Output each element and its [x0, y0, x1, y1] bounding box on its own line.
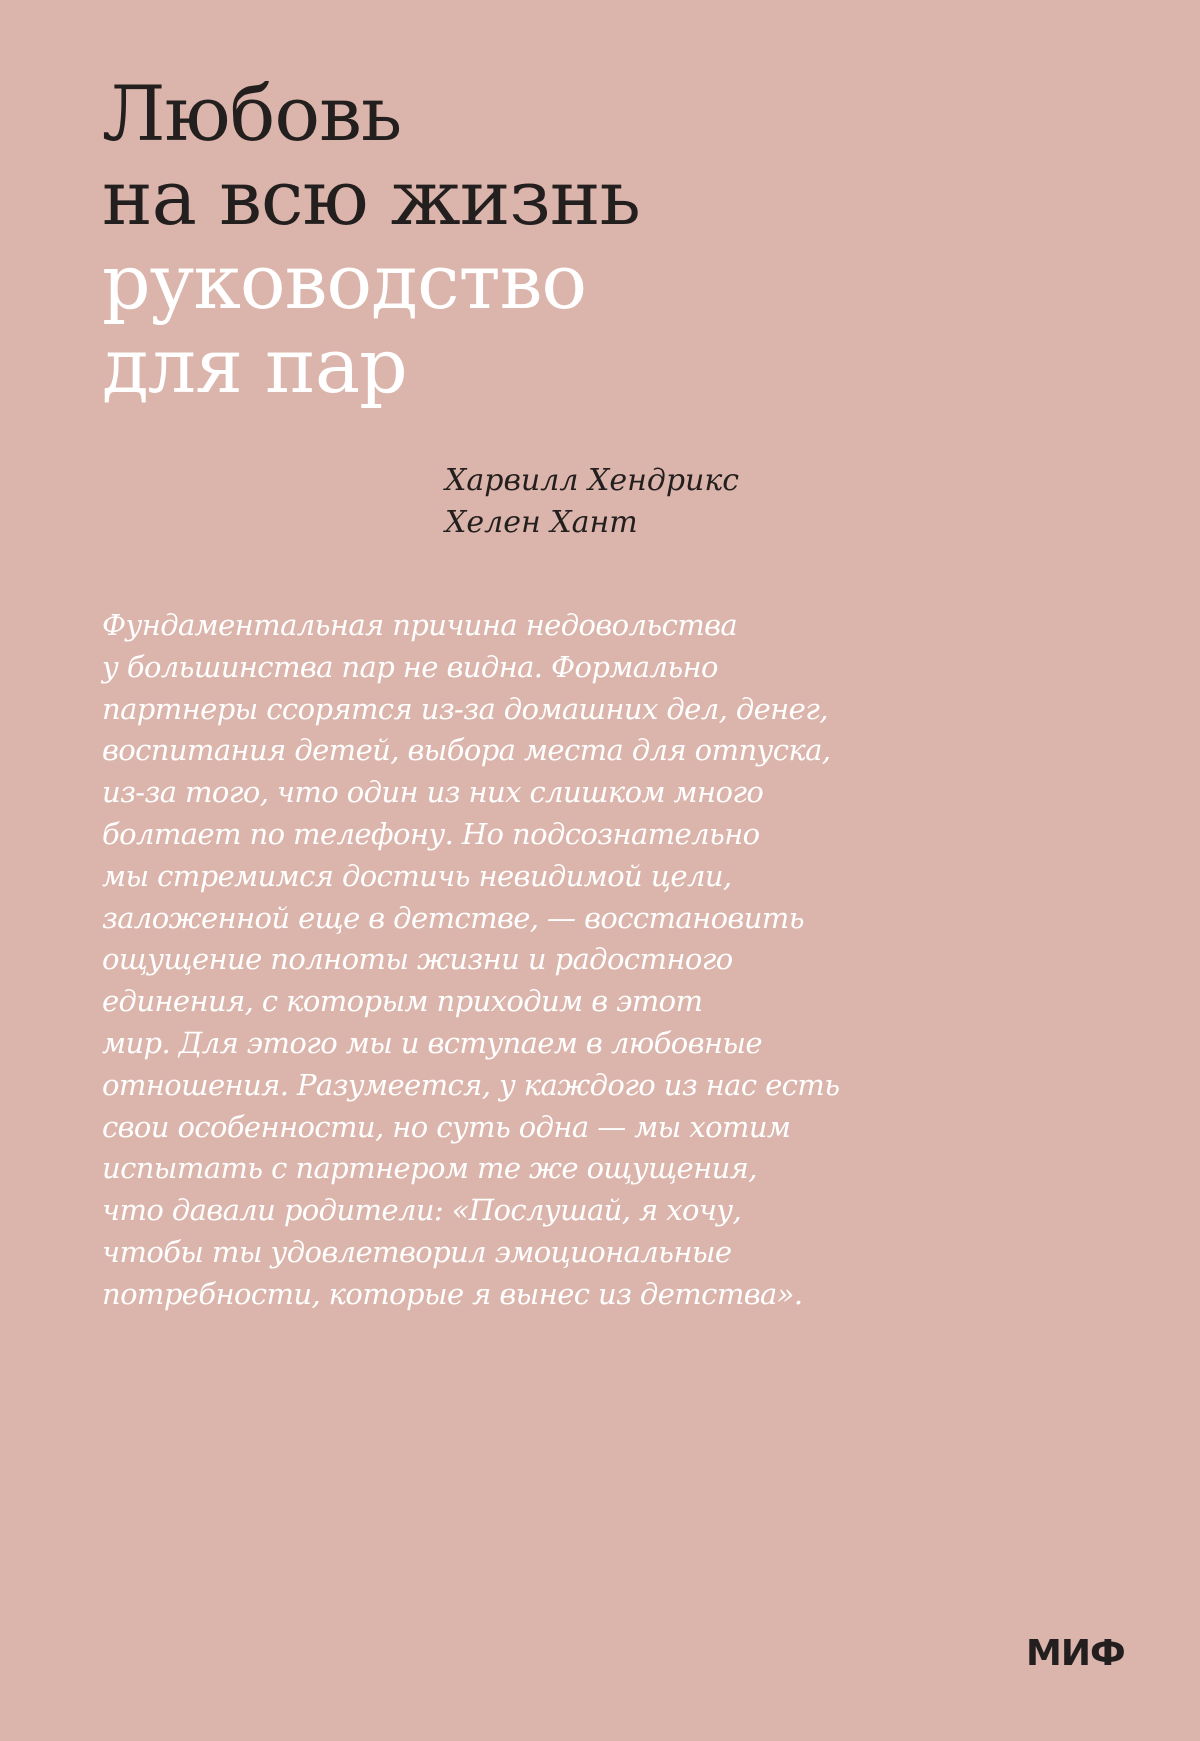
title-line-1: Любовь [102, 69, 402, 158]
blurb-line: болтает по телефону. Но подсознательно [102, 816, 760, 851]
authors [445, 460, 739, 544]
book-title [102, 69, 1102, 410]
blurb-line: мир. Для этого мы и вступаем в любовные [102, 1025, 762, 1060]
title-line-2: на всю жизнь [102, 153, 640, 242]
blurb-line: ощущение полноты жизни и радостного [102, 942, 733, 977]
blurb-line: Фундаментальная причина недовольства [102, 608, 738, 642]
blurb-line: воспитания детей, выбора места для отпуска, [102, 733, 831, 768]
blurb-line: единения, с которым приходим в этот [102, 984, 703, 1019]
blurb-line: что давали родители: «Послушай, я хочу, [102, 1193, 742, 1228]
author-2: Хелен Хант [445, 505, 638, 540]
blurb-line: испытать с партнером те же ощущения, [102, 1151, 757, 1186]
blurb-line: свои особенности, но суть одна — мы хотим [102, 1109, 791, 1144]
blurb-line: потребности, которые я вынес из детства». [102, 1276, 803, 1311]
blurb-line: мы стремимся достичь невидимой цели, [102, 858, 732, 893]
blurb-line: у большинства пар не видна. Формально [102, 649, 718, 684]
blurb-line: заложенной еще в детстве, — восстановить [102, 900, 804, 935]
blurb-line: отношения. Разумеется, у каждого из нас есть [102, 1067, 840, 1102]
blurb-line: партнеры ссорятся из-за домашних дел, денег, [102, 691, 828, 726]
subtitle-line-2: для пар [102, 321, 407, 410]
subtitle-line-1: руководство [102, 237, 587, 326]
blurb-text [102, 605, 1102, 1316]
blurb-line: чтобы ты удовлетворил эмоциональные [102, 1234, 732, 1269]
blurb-line: из-за того, что один из них слишком много [102, 775, 764, 810]
author-1: Харвилл Хендрикс [445, 463, 740, 498]
publisher-logo: МИФ [1026, 1633, 1125, 1674]
